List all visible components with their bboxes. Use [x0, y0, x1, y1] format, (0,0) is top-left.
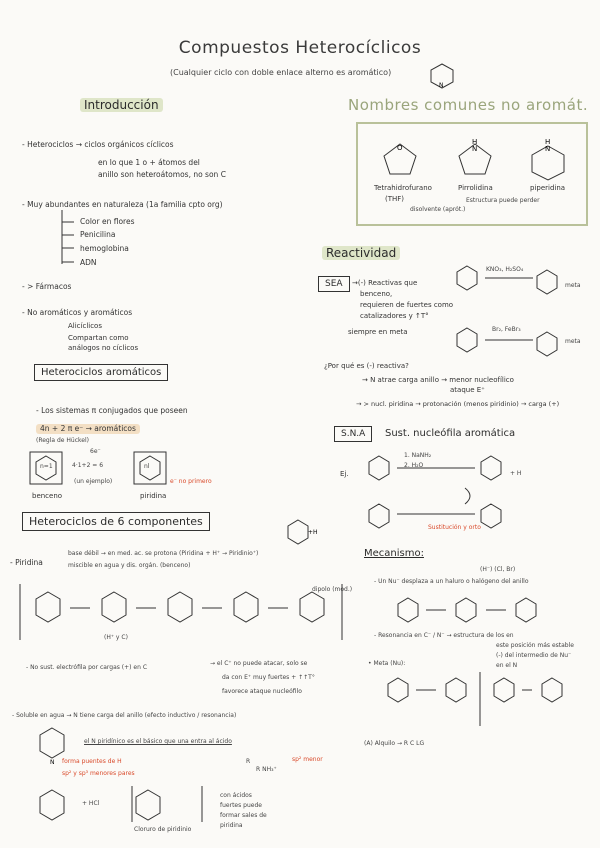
resonance-structures — [16, 584, 346, 644]
seis-forma-puentes: forma puentes de H — [62, 758, 122, 765]
sea-line-1: →(-) Reactivas que — [352, 279, 418, 287]
reactividad-heading: Reactividad — [322, 246, 400, 260]
mec-meta: • Meta (Nu): — [368, 660, 406, 667]
mec-scheme-2 — [384, 670, 594, 730]
intro-heterociclos-2: en lo que 1 o + átomos del — [98, 158, 200, 167]
seis-nh3: R NH₃⁺ — [256, 766, 277, 773]
arom-six-e: 6e⁻ — [90, 448, 101, 455]
svg-text:N: N — [50, 759, 55, 766]
intro-heterociclos-3: anillo son heteroátomos, no son C — [98, 170, 226, 179]
mec-alquilo: (A) Alquilo → R C LG — [364, 740, 425, 747]
thf-sub: (THF) — [385, 195, 405, 203]
svg-text:+H: +H — [308, 529, 318, 536]
seis-cloruro-note-1: con ácidos — [220, 792, 252, 799]
mec-line-1: - Un Nu⁻ desplaza a un haluro o halógeno del anillo — [374, 578, 529, 585]
thf-structure — [380, 140, 420, 180]
page-subtitle: (Cualquier ciclo con doble enlace alterno es aromático) — [170, 68, 392, 77]
mec-line-2: - Resonancia en C⁻ / N⁻ → estructura de los en — [374, 632, 514, 639]
seis-r: R — [246, 758, 251, 765]
page-title: Compuestos Heterocíclicos — [178, 38, 422, 58]
intro-alicyclic: Alicíclicos — [68, 322, 102, 330]
pyrrolidine-name: Pirrolidina — [458, 184, 493, 192]
piperidine-structure — [528, 136, 568, 182]
nombres-heading: Nombres comunes no aromát. — [348, 96, 589, 114]
arom-sistemas: - Los sistemas π conjugados que poseen — [36, 406, 188, 415]
seis-cloruro-note-3: formar sales de — [220, 812, 267, 819]
intro-no-aromaticos: - No aromáticos y aromáticos — [22, 308, 133, 317]
intro-heading: Introducción — [80, 98, 163, 112]
seis-piridina: - Piridina — [10, 558, 43, 567]
arom-no-primero: e⁻ no primero — [170, 478, 212, 485]
svg-text:O: O — [397, 144, 403, 152]
example-item: hemoglobina — [80, 244, 129, 253]
arom-huckel: 4n + 2 π e⁻ → aromáticos — [36, 424, 140, 434]
seis-cloruro: Cloruro de piridinio — [134, 826, 192, 833]
arom-n1: n=1 — [40, 463, 53, 470]
seis-sp2: sp² y sp³ menores pares — [62, 770, 135, 777]
seis-da-con: da con E⁺ muy fuertes + ↑↑T° — [222, 674, 315, 681]
pyrrolidine-structure — [455, 136, 495, 180]
seis-hcl: + HCl — [82, 800, 100, 807]
porque-line: ¿Por qué es (-) reactiva? — [324, 362, 409, 370]
mec-line-3: este posición más estable — [496, 642, 574, 649]
example-item: Penicilina — [80, 230, 116, 239]
piperidine-name: piperidina — [530, 184, 566, 192]
seis-el-c: → el C⁺ no puede atacar, solo se — [210, 660, 308, 667]
sna-title: Sust. nucleófila aromática — [385, 428, 516, 439]
mec-hcl: (H⁻) (Cl, Br) — [480, 566, 516, 573]
sna-plus-h: + H — [510, 470, 522, 477]
svg-text:H: H — [472, 138, 478, 146]
arom-calc: 4·1+2 = 6 — [72, 462, 104, 469]
seis-n-piridinico: el N piridínico es el básico que una entra al ácido — [84, 738, 232, 745]
pyridinium-chloride-product — [132, 786, 208, 824]
mec-line-5: en el N — [496, 662, 518, 669]
arom-heading: Heterociclos aromáticos — [34, 364, 168, 381]
pyridine-hcl-reactant — [36, 786, 70, 824]
intro-branch-lines — [60, 210, 80, 270]
resonance-hyc: (H⁺ y C) — [104, 634, 128, 641]
svg-text:N: N — [472, 145, 478, 153]
pyridinium-icon — [284, 518, 320, 546]
svg-text:H: H — [545, 138, 551, 146]
porque-2: ataque E⁺ — [450, 386, 485, 394]
arom-ejemplo: (un ejemplo) — [74, 478, 113, 485]
sea-line-4: catalizadores y ↑T° — [360, 312, 429, 320]
svg-text:N: N — [545, 145, 551, 153]
seis-heading: Heterociclos de 6 componentes — [22, 512, 210, 531]
intro-heterociclos: - Heterociclos → ciclos orgánicos cíclicos — [22, 140, 174, 149]
seis-soluble: - Soluble en agua → N tiene carga del anillo (efecto inductivo / resonancia) — [12, 712, 237, 719]
seis-favorece: favorece ataque nucleófilo — [222, 688, 302, 695]
pyridine-structure — [134, 452, 166, 484]
sna-ko-note: Sustitución y orto — [428, 524, 481, 531]
intro-abundantes: - Muy abundantes en naturaleza (1a familia cpto org) — [22, 200, 223, 209]
seis-cloruro-note-2: fuertes puede — [220, 802, 262, 809]
sna-reagent-2: 2. H₂O — [404, 462, 424, 469]
mec-scheme-1 — [394, 594, 584, 628]
sea-meta-2: meta — [565, 338, 581, 345]
intro-analog-2: análogos no cíclicos — [68, 344, 139, 352]
seis-miscible: miscible en agua y dis. orgán. (benceno) — [68, 562, 191, 569]
thf-name: Tetrahidrofurano — [374, 184, 432, 192]
arom-benceno: benceno — [32, 492, 63, 500]
mec-line-4: (-) del intermedio de Nu⁻ — [496, 652, 572, 659]
pyrrolidine-note: Estructura puede perder — [466, 197, 540, 204]
seis-cloruro-note-4: piridina — [220, 822, 243, 829]
example-item: Color en flores — [80, 217, 135, 226]
seis-sp2-menor: sp² menor — [292, 756, 323, 763]
porque-3: → > nucl. piridina → protonación (menos piridinio) → carga (+) — [356, 400, 560, 408]
svg-text:N: N — [439, 82, 444, 89]
arom-huckel-label: (Regla de Hückel) — [36, 437, 89, 444]
sea-cond-2: Br₂, FeBr₃ — [492, 326, 521, 333]
sea-meta-1: meta — [565, 282, 581, 289]
intro-farmacos: - > Fármacos — [22, 282, 72, 291]
arom-piridina: piridina — [140, 492, 167, 500]
sna-reagent-1: 1. NaNH₂ — [404, 452, 432, 459]
mecanismo-heading: Mecanismo: — [364, 548, 424, 559]
pyridine-header-icon — [428, 62, 456, 90]
seis-base-debil: base débil → en med. ac. se protona (Piridina + H⁺ → Piridinio⁺) — [68, 550, 259, 557]
sea-line-2: benceno, — [360, 290, 393, 298]
sea-line-3: requieren de fuertes como — [360, 301, 454, 309]
sea-line-5: siempre en meta — [348, 328, 408, 336]
sea-cond-1: KNO₃, H₂SO₄ — [486, 266, 524, 273]
example-item: ADN — [80, 258, 97, 267]
resonance-dipolo: dipolo (mod.) — [312, 586, 353, 593]
sna-label: S.N.A — [334, 426, 372, 442]
arom-nl: nl — [144, 463, 150, 470]
intro-analog-1: Compartan como — [68, 334, 129, 342]
porque-1: → N atrae carga anillo → menor nucleofílico — [362, 376, 514, 384]
seis-no-sust: - No sust. electrófila por cargas (+) en C — [26, 664, 148, 671]
sea-label: SEA — [318, 276, 350, 292]
thf-note: disolvente (aprót.) — [410, 206, 466, 213]
sna-ej: Ej. — [340, 470, 349, 478]
